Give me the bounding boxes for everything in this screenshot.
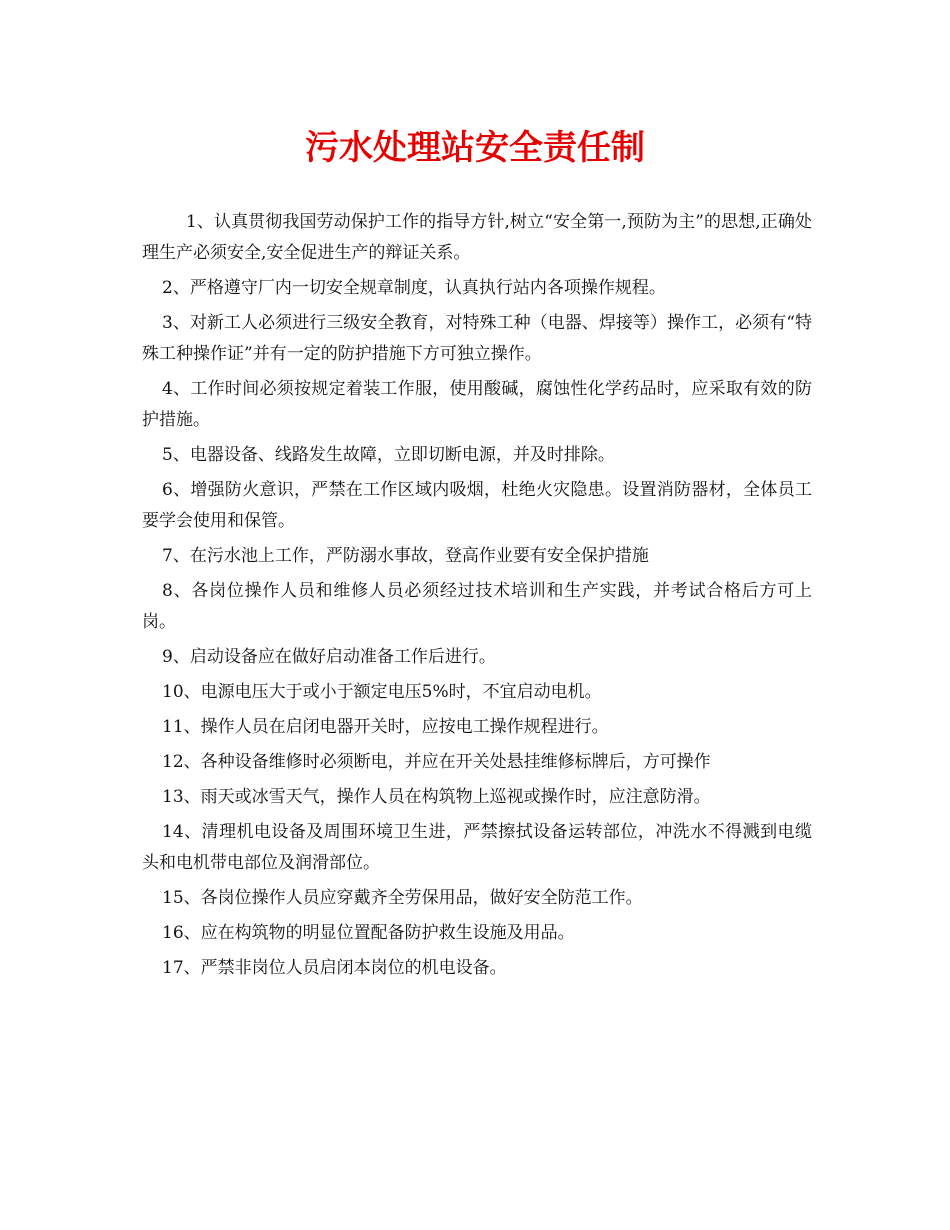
rule-paragraph-11: 11、操作人员在启闭电器开关时，应按电工操作规程进行。 [162,717,609,737]
rule-paragraph-3: 3、对新工人必须进行三级安全教育，对特殊工种（电器、焊接等）操作工，必须有“特殊工种操作证”并有一定的防护措施下方可独立操作。 [142,313,812,364]
rule-paragraph-4: 4、工作时间必须按规定着装工作服，使用酸碱，腐蚀性化学药品时，应采取有效的防护措施。 [142,379,812,430]
document-body [142,207,812,988]
rule-paragraph-5: 5、电器设备、线路发生故障，立即切断电源，并及时排除。 [162,445,615,465]
rule-paragraph-13: 13、雨天或冰雪天气，操作人员在构筑物上巡视或操作时，应注意防滑。 [162,787,711,807]
document-title: 污水处理站安全责任制 [305,128,645,168]
rule-paragraph-17: 17、严禁非岗位人员启闭本岗位的机电设备。 [162,958,507,978]
rule-paragraph-14: 14、清理机电设备及周围环境卫生进，严禁擦拭设备运转部位，冲洗水不得溅到电缆头和电机带电部位及润滑部位。 [142,822,812,873]
rule-paragraph-15: 15、各岗位操作人员应穿戴齐全劳保用品，做好安全防范工作。 [162,888,643,908]
rule-paragraph-8: 8、各岗位操作人员和维修人员必须经过技术培训和生产实践，并考试合格后方可上岗。 [142,581,812,632]
rule-paragraph-7: 7、在污水池上工作，严防溺水事故，登高作业要有安全保护措施 [162,546,649,566]
rule-paragraph-10: 10、电源电压大于或小于额定电压5%时，不宜启动电机。 [162,682,602,702]
rule-paragraph-9: 9、启动设备应在做好启动准备工作后进行。 [162,647,496,667]
rule-paragraph-2: 2、严格遵守厂内一切安全规章制度，认真执行站内各项操作规程。 [162,278,666,298]
rule-paragraph-6: 6、增强防火意识，严禁在工作区域内吸烟，杜绝火灾隐患。设置消防器材，全体员工要学会使用和保管。 [142,480,812,531]
rule-paragraph-1: 1、认真贯彻我国劳动保护工作的指导方针,树立“安全第一,预防为主”的思想,正确处理生产必须安全,安全促进生产的辩证关系。 [142,212,812,263]
rule-paragraph-12: 12、各种设备维修时必须断电，并应在开关处悬挂维修标牌后，方可操作 [162,752,711,772]
rule-paragraph-16: 16、应在构筑物的明显位置配备防护救生设施及用品。 [162,923,575,943]
